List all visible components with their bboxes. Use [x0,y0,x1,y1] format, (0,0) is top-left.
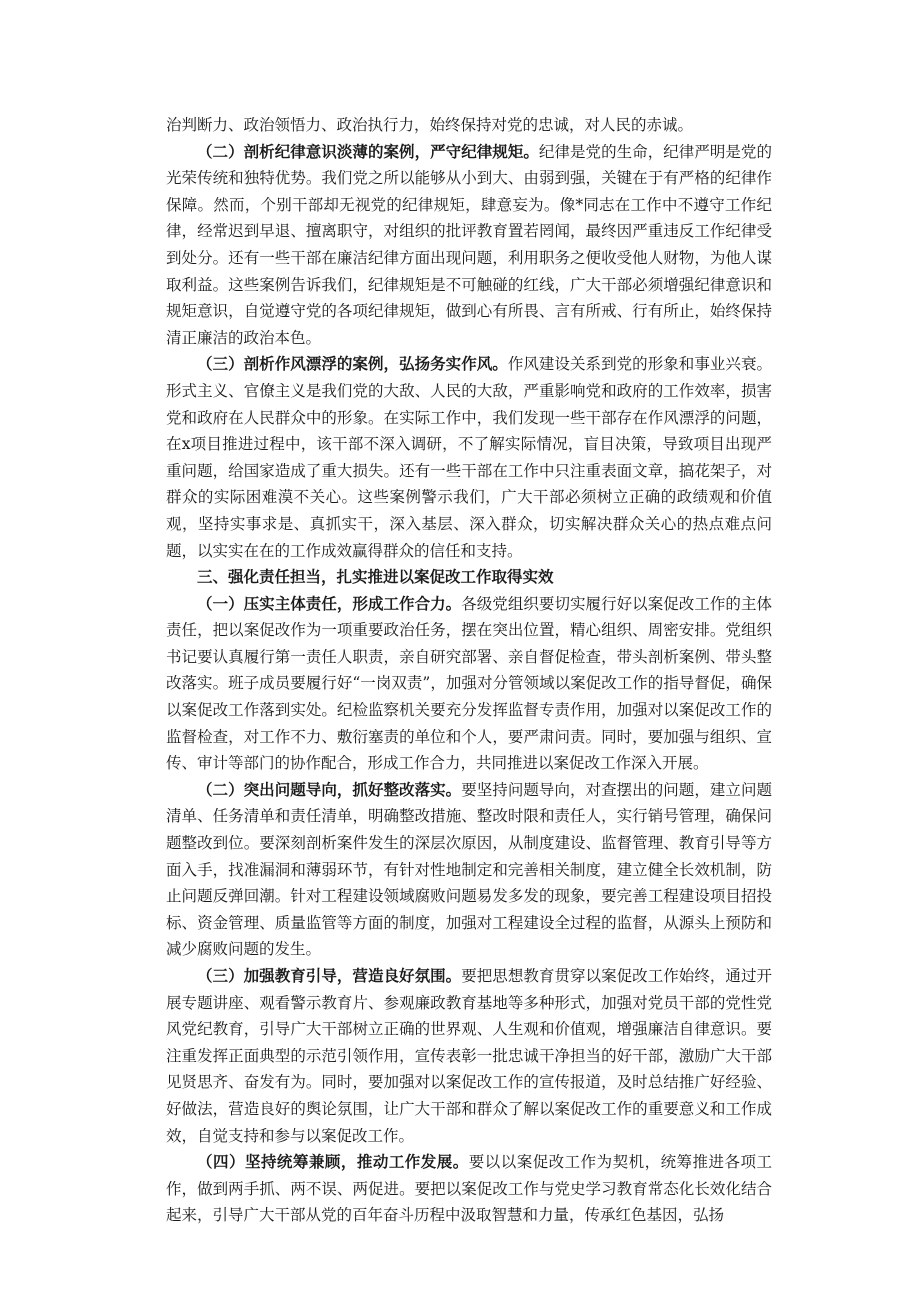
section-body: 各级党组织要切实履行好以案促改工作的主体责任，把以案促改作为一项重要政治任务，摆在突出位置，精心组织、周密安排。党组织书记要认真履行第一责任人职责，亲自研究部署、亲自督促检查，带头剖析案例、带头整改落实。班子成员要履行好“一岗双责”，加强对分管领域以案促改工作的指导督促，确保以案促改工作落到实处。纪检监察机关要充分发挥监督专责作用，加强对以案促改工作的监督检查，对工作不力、敷衍塞责的单位和个人，要严肃问责。同时，要加强与组织、宣传、审计等部门的协作配合，形成工作合力，共同推进以案促改工作深入开展。 [166,594,772,773]
section-body: 纪律是党的生命，纪律严明是党的光荣传统和独特优势。我们党之所以能够从小到大、由弱到强，关键在于有严格的纪律作保障。然而，个别干部却无视党的纪律规矩，肆意妄为。像*同志在工作中不遵守工作纪律，经常迟到早退、擅离职守，对组织的批评教育置若罔闻，最终因严重违反工作纪律受到处分。还有一些干部在廉洁纪律方面出现问题，利用职务之便收受他人财物，为他人谋取利益。这些案例告诉我们，纪律规矩是不可触碰的红线，广大干部必须增强纪律意识和规矩意识，自觉遵守党的各项纪律规矩，做到心有所畏、言有所戒、行有所止，始终保持清正廉洁的政治本色。 [166,142,772,347]
section-2-3-paragraph [166,139,772,352]
section-lead: （四）坚持统筹兼顾，推动工作发展。 [197,1153,469,1172]
section-body: 作风建设关系到党的形象和事业兴衰。形式主义、官僚主义是我们党的大敌、人民的大敌，严重影响党和政府的工作效率，损害党和政府在人民群众中的形象。在实际工作中，我们发现一些干部存在作风漂浮的问题，在x项目推进过程中，该干部不深入调研，不了解实际情况，盲目决策，导致项目出现严重问题，给国家造成了重大损失。还有一些干部在工作中只注重表面文章，搞花架子，对群众的实际困难漠不关心。这些案例警示我们，广大干部必须树立正确的政绩观和价值观，坚持实事求是、真抓实干，深入基层、深入群众，切实解决群众关心的热点难点问题，以实实在在的工作成效赢得群众的信任和支持。 [166,355,772,560]
paragraph-continuation: 治判断力、政治领悟力、政治执行力，始终保持对党的忠诚，对人民的赤诚。 [166,116,694,134]
section-body: 要坚持问题导向，对查摆出的问题，建立问题清单、任务清单和责任清单，明确整改措施、整改时限和责任人，实行销号管理，确保问题整改到位。要深刻剖析案件发生的深层次原因，从制度建设、监督管理、教育引导等方面入手，找准漏洞和薄弱环节，有针对性地制定和完善相关制度，建立健全长效机制，防止问题反弹回潮。针对工程建设领域腐败问题易发多发的现象，要完善工程建设项目招投标、资金管理、质量监管等方面的制度，加强对工程建设全过程的监督，从源头上预防和减少腐败问题的发生。 [166,780,772,959]
section-lead: （三）加强教育引导，营造良好氛围。 [197,967,462,985]
section-lead: （二）剖析纪律意识淡薄的案例，严守纪律规矩。 [197,142,539,161]
section-2-3b-paragraph [166,351,772,564]
section-3-1-paragraph [166,591,772,777]
section-3-4-paragraph [166,1149,772,1229]
section-3-3-paragraph [166,963,772,1149]
section-body: 要把思想教育贯穿以案促改工作始终，通过开展专题讲座、观看警示教育片、参观廉政教育基地等多种形式，加强对党员干部的党性党风党纪教育，引导广大干部树立正确的世界观、人生观和价值观，增强廉洁自律意识。要注重发挥正面典型的示范引领作用，宣传表彰一批忠诚干净担当的好干部，激励广大干部见贤思齐、奋发有为。同时，要加强对以案促改工作的宣传报道，及时总结推广好经验、好做法，营造良好的舆论氛围，让广大干部和群众了解以案促改工作的重要意义和工作成效，自觉支持和参与以案促改工作。 [166,967,772,1145]
document-page [166,112,772,1229]
section-lead: （一）压实主体责任，形成工作合力。 [197,594,462,613]
chapter-heading-3: 三、强化责任担当，扎实推进以案促改工作取得实效 [197,568,554,587]
section-lead: （三）剖析作风漂浮的案例，弘扬务实作风。 [197,355,508,374]
section-body: 要以以案促改工作为契机，统筹推进各项工作，做到两手抓、两不误、两促进。要把以案促改工作与党史学习教育常态化长效化结合起来，引导广大干部从党的百年奋斗历程中汲取智慧和力量，传承红色基因，弘扬 [166,1153,772,1225]
section-lead: （二）突出问题导向，抓好整改落实。 [197,780,462,799]
section-3-2-paragraph [166,777,772,963]
